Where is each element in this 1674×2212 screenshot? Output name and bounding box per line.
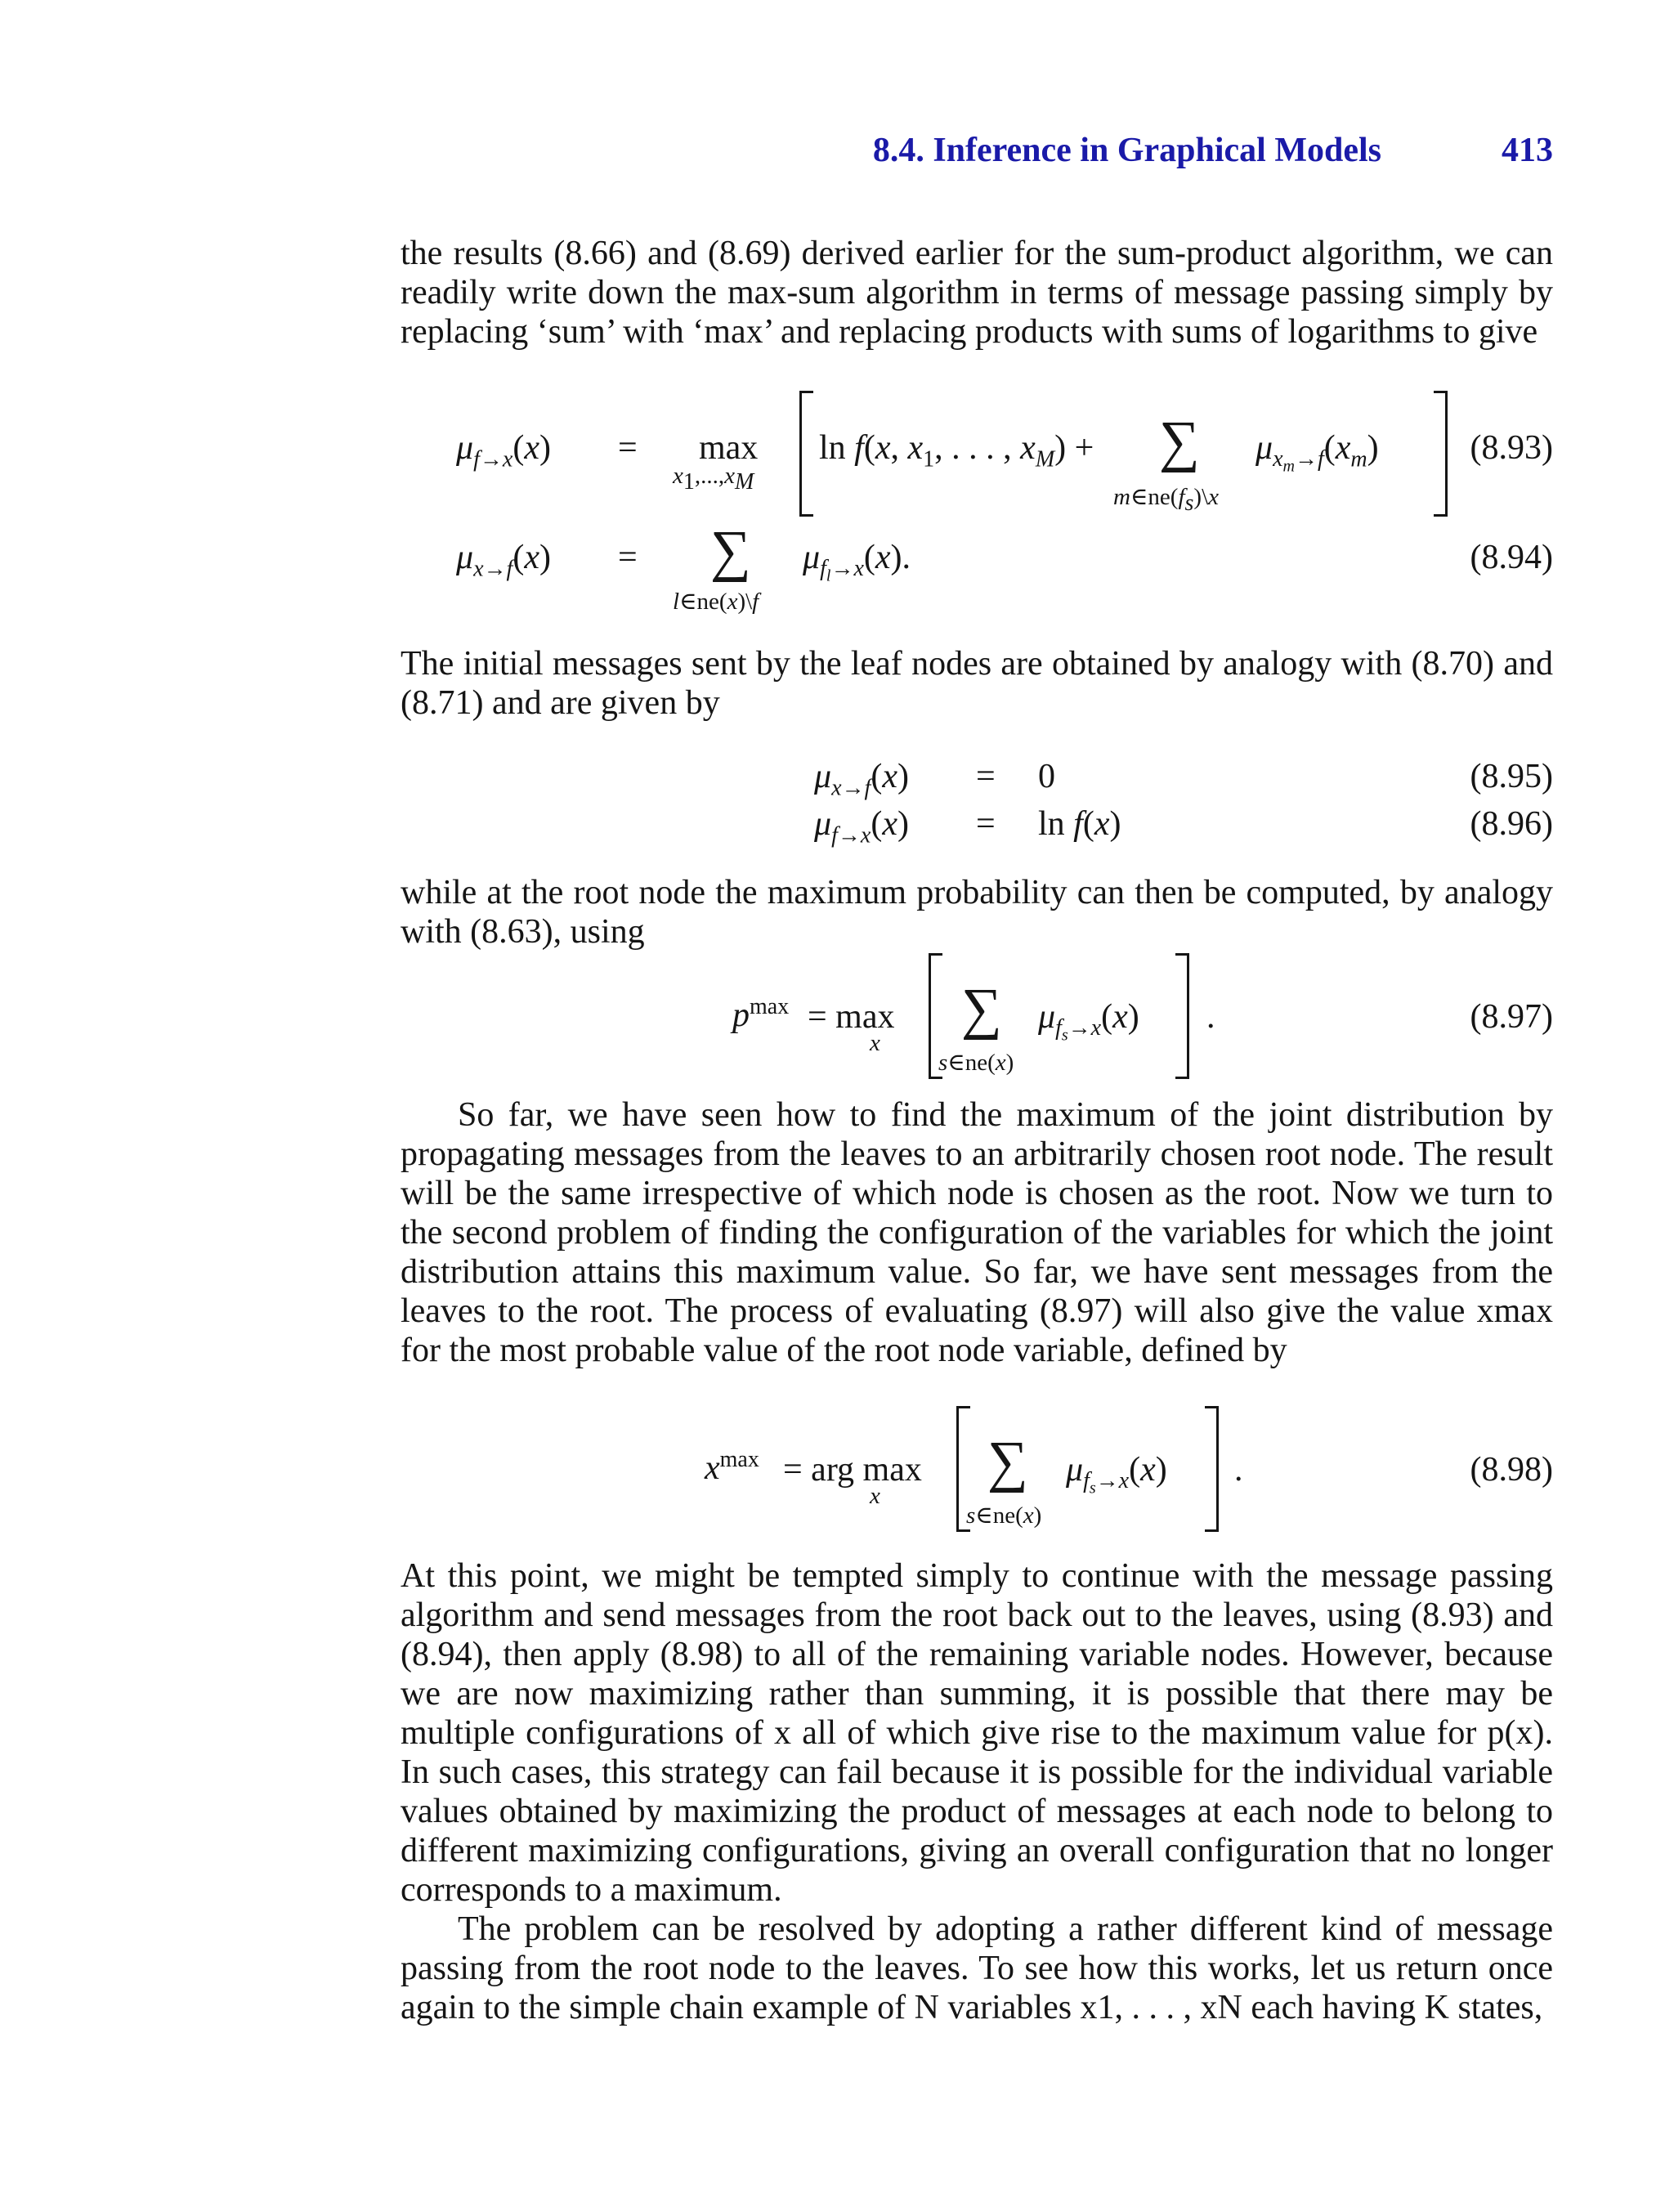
paragraph-5 <box>401 1556 1553 1910</box>
paragraph-4 <box>401 1095 1553 1370</box>
eq-8-98-sum-symbol: ∑ <box>987 1431 1028 1493</box>
eq-8-94-sum-subscript: l∈ne(x)\f <box>673 589 759 615</box>
eq-8-95-lhs: $\mu_{x\to f}(x)$ <box>814 758 909 801</box>
paragraph-1-text: the results (8.66) and (8.69) derived earlier for the sum-product algorithm, we can readily write down the max-sum algorithm in terms of message passing simply by replacing ‘sum’ with ‘max’ and replacing products with sums of logarithms to give <box>401 235 1553 351</box>
eq-8-93-left-bracket <box>799 391 813 517</box>
eq-8-93-sum-subscript: $m\in ne(f_s)\backslash x$ <box>1113 484 1220 516</box>
eq-8-93-sum-symbol: ∑ <box>1159 410 1200 473</box>
paragraph-3-text: while at the root node the maximum probability can then be computed, by analogy with (8.63), using <box>401 874 1553 951</box>
eq-8-93-message-term: $\mu_{x_m\to f}(x_m)$ <box>1256 429 1379 476</box>
eq-8-97-sum-subscript: s∈ne(x) <box>938 1050 1014 1076</box>
eq-8-93-equals: = <box>618 429 638 467</box>
paragraph-3 <box>401 873 1553 952</box>
eq-8-98-number: (8.98) <box>1470 1451 1553 1489</box>
page-number: 413 <box>1502 132 1553 169</box>
paragraph-2 <box>401 644 1553 723</box>
paragraph-4-text: So far, we have seen how to find the maximum of the joint distribution by propagating messages from the leaves to an arbitrarily chosen root node. The result will be the same irrespective of which node is chosen as the root. Now we turn to the second problem of finding the configuration of the variables for which the joint distribution attains this maximum value. So far, we have sent messages from the leaves to the root. The process of evaluating (8.97) will also give the value xmax for the most probable value of the root node variable, defined by <box>401 1096 1553 1369</box>
paragraph-2-text: The initial messages sent by the leaf nodes are obtained by analogy with (8.70) and (8.71) and are given by <box>401 645 1553 722</box>
eq-8-97-right-bracket <box>1175 953 1189 1079</box>
eq-8-97-number: (8.97) <box>1470 998 1553 1036</box>
eq-8-96-number: (8.96) <box>1470 805 1553 843</box>
eq-8-95-equals: = <box>976 758 996 795</box>
eq-8-93-number: (8.93) <box>1470 429 1553 467</box>
eq-8-98-period: . <box>1234 1451 1243 1489</box>
eq-8-93-log-term: ln f(x, $x_1$, . . . , $x_M$) + <box>819 429 1094 472</box>
eq-8-97-lhs: $p^{max}$ <box>732 994 790 1034</box>
eq-8-98-argmax-subscript: x <box>870 1483 880 1509</box>
eq-8-94-message-term: $\mu_{f_l\to x}(x)$. <box>803 539 911 585</box>
eq-8-98-message-term: $\mu_{f_s\to x}(x)$ <box>1066 1451 1167 1498</box>
eq-8-94-lhs: $\mu_{x\to f}(x)$ <box>456 539 551 582</box>
eq-8-94-sum-symbol: ∑ <box>710 520 751 583</box>
paragraph-5-text: At this point, we might be tempted simply to continue with the message passing algorithm and send messages from the root back out to the leaves, using (8.93) and (8.94), then apply (8.98) to all of the remaining variable nodes. However, because we are now maximizing rather than summing, it is possible that there may be multiple configurations of x all of which give rise to the maximum value for p(x). In such cases, this strategy can fail because it is possible for the individual variable values obtained by maximizing the product of messages at each node to belong to different maximizing configurations, giving an overall configuration that no longer corresponds to a maximum. <box>401 1557 1553 1909</box>
running-header <box>401 131 1553 172</box>
eq-8-97-message-term: $\mu_{f_s\to x}(x)$ <box>1038 998 1139 1045</box>
paragraph-1 <box>401 234 1553 352</box>
eq-8-93-lhs: $\mu_{f\to x}(x)$ <box>456 429 551 472</box>
eq-8-93-max-operator: max <box>699 429 759 467</box>
eq-8-97-period: . <box>1206 998 1215 1036</box>
eq-8-97-max-operator: = max <box>808 998 895 1036</box>
eq-8-98-lhs: $x^{max}$ <box>705 1447 759 1487</box>
eq-8-98-sum-subscript: s∈ne(x) <box>966 1502 1042 1529</box>
eq-8-95-number: (8.95) <box>1470 758 1553 795</box>
eq-8-94-number: (8.94) <box>1470 539 1553 576</box>
eq-8-94-equals: = <box>618 539 638 576</box>
eq-8-96-equals: = <box>976 805 996 843</box>
paragraph-6-text: The problem can be resolved by adopting a rather different kind of message passing from the root node to the leaves. To see how this works, let us return once again to the simple chain example of N variables x1, . . . , xN each having K states, <box>401 1910 1553 2026</box>
eq-8-96-rhs: ln f(x) <box>1038 805 1121 843</box>
eq-8-93-right-bracket <box>1434 391 1448 517</box>
eq-8-96-lhs: $\mu_{f\to x}(x)$ <box>814 805 909 849</box>
eq-8-97-sum-symbol: ∑ <box>961 978 1002 1041</box>
eq-8-97-max-subscript: x <box>870 1030 880 1056</box>
eq-8-95-rhs: 0 <box>1038 758 1055 795</box>
eq-8-93-max-subscript: $x_1,...,x_M$ <box>673 463 754 495</box>
paragraph-6 <box>401 1910 1553 2027</box>
eq-8-98-argmax-operator: = arg max <box>783 1451 922 1489</box>
eq-8-98-right-bracket <box>1205 1406 1219 1532</box>
section-title: 8.4. Inference in Graphical Models <box>872 132 1381 169</box>
